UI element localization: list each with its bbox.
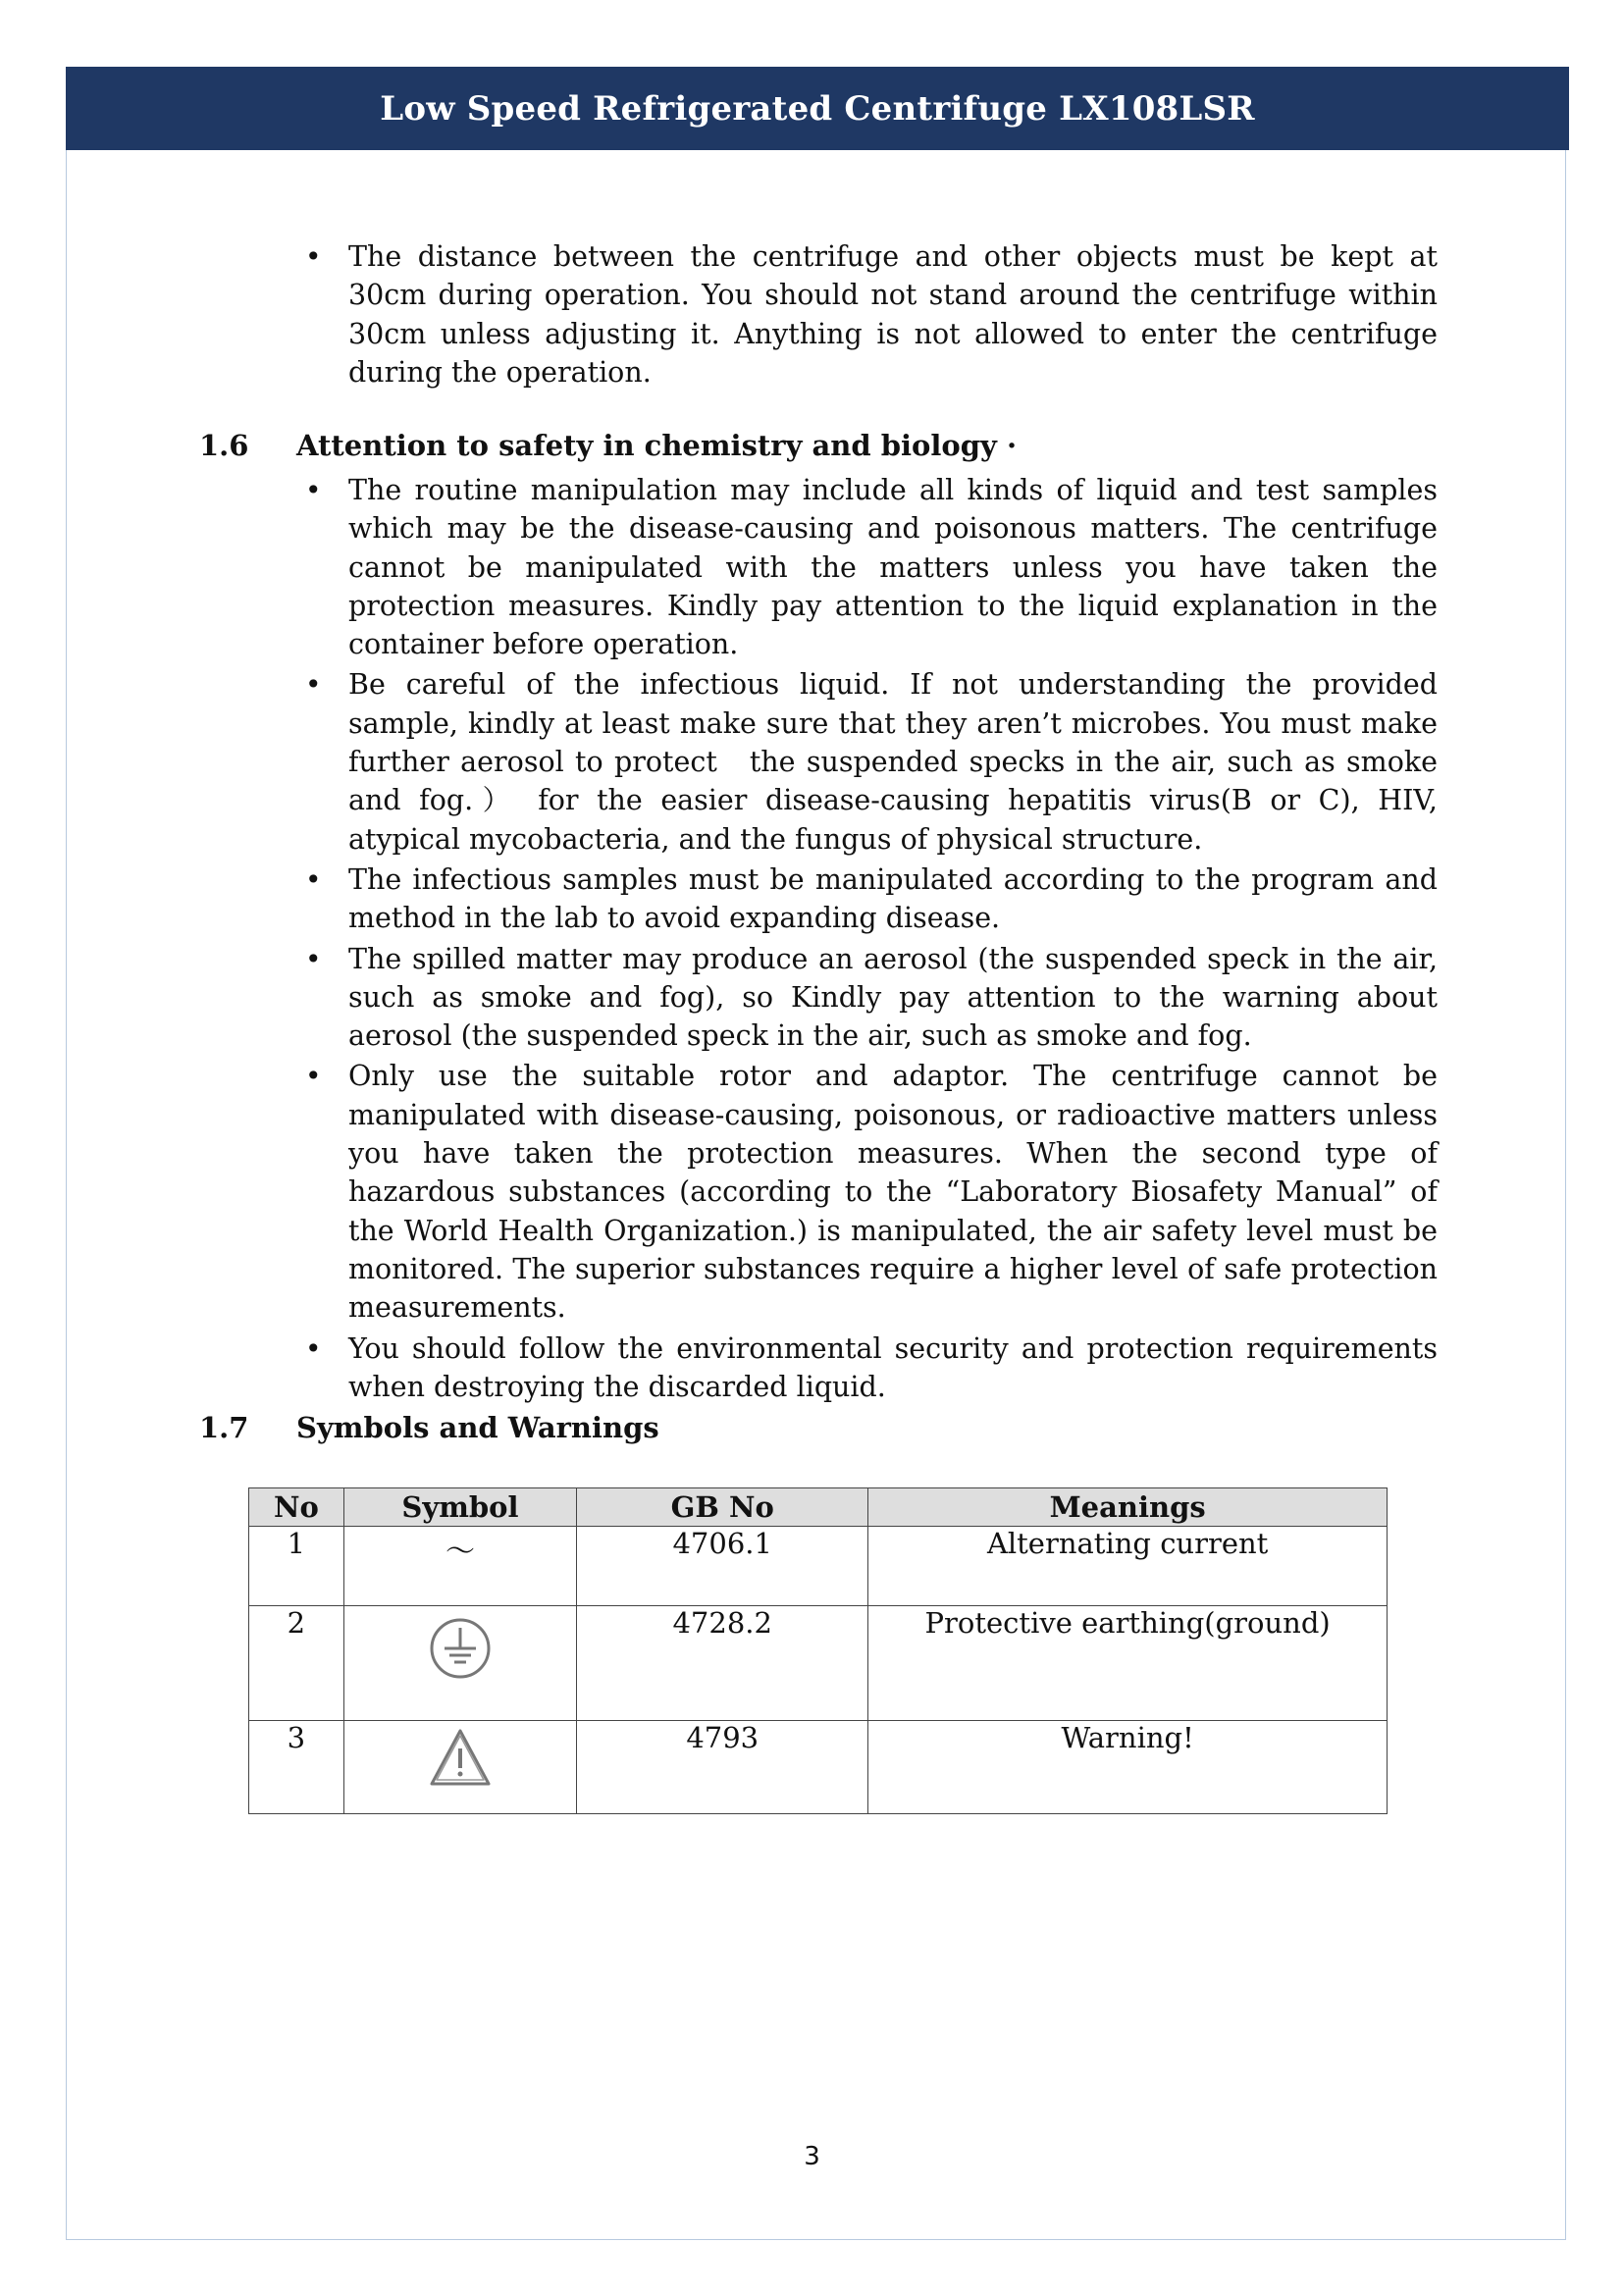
- column-header-gb-no: GB No: [577, 1488, 868, 1527]
- cell-symbol: [343, 1527, 576, 1606]
- section-number: 1.6: [199, 429, 249, 462]
- table-header-row: [249, 1488, 1388, 1527]
- bullet-icon: •: [305, 474, 322, 506]
- list-item: [305, 665, 1438, 858]
- bullet-text: The infectious samples must be manipulated according to the program and method in the lab to avoid expanding disease.: [348, 862, 1438, 935]
- bullet-text: Only use the suitable rotor and adaptor. The centrifuge cannot be manipulated with disease-causing, poisonous, or radioactive matters unless you have taken the protection measures. When the second type of hazardous substances (according to the “Laboratory Biosafety Manual” of the World Health Organization.) is manipulated, the air safety level must be monitored. The superior substances require a higher level of safe protection measurements.: [348, 1060, 1438, 1325]
- protective-earth-icon: [426, 1614, 495, 1683]
- column-header-symbol: Symbol: [343, 1488, 576, 1527]
- column-header-meanings: Meanings: [868, 1488, 1388, 1527]
- bullet-icon: •: [305, 240, 322, 273]
- cell-no: 3: [249, 1721, 344, 1814]
- list-item: [305, 940, 1438, 1056]
- section-heading-1-6: [199, 429, 1017, 462]
- cell-meaning: Alternating current: [868, 1527, 1388, 1606]
- cell-symbol: [343, 1721, 576, 1814]
- bullet-text: You should follow the environmental security and protection requirements when destroying the discarded liquid.: [348, 1331, 1438, 1403]
- cell-gb-no: 4793: [577, 1721, 868, 1814]
- cell-meaning: Warning!: [868, 1721, 1388, 1814]
- table-row: [249, 1527, 1388, 1606]
- document-header: [66, 67, 1569, 150]
- list-item: [305, 471, 1438, 663]
- section-title: Symbols and Warnings: [296, 1411, 659, 1444]
- warning-triangle-icon: [428, 1727, 493, 1788]
- bullet-text: The routine manipulation may include all kinds of liquid and test samples which may be the disease-causing and poisonous matters. The centrifuge cannot be manipulated with the matters unless you have taken the protection measures. Kindly pay attention to the liquid explanation in the container before operation.: [348, 474, 1438, 661]
- bullet-icon: •: [305, 1331, 322, 1365]
- bullet-icon: •: [305, 862, 322, 896]
- cell-no: 1: [249, 1527, 344, 1606]
- column-header-no: No: [249, 1488, 344, 1527]
- bullet-icon: •: [305, 942, 322, 975]
- alternating-current-icon: ～: [445, 1535, 475, 1569]
- list-item: [305, 861, 1438, 938]
- table-row: [249, 1721, 1388, 1814]
- section-title: Attention to safety in chemistry and biology ·: [296, 429, 1018, 462]
- cell-gb-no: 4706.1: [577, 1527, 868, 1606]
- cell-no: 2: [249, 1606, 344, 1721]
- list-item: [305, 1057, 1438, 1327]
- intro-bullet-list: [305, 237, 1438, 391]
- list-item: [305, 237, 1438, 391]
- section-number: 1.7: [199, 1411, 249, 1444]
- cell-meaning: Protective earthing(ground): [868, 1606, 1388, 1721]
- cell-gb-no: 4728.2: [577, 1606, 868, 1721]
- symbols-table: [248, 1487, 1388, 1814]
- document-title: Low Speed Refrigerated Centrifuge LX108LSR: [380, 88, 1255, 129]
- cell-symbol: [343, 1606, 576, 1721]
- bullet-text: The distance between the centrifuge and other objects must be kept at 30cm during operation. You should not stand around the centrifuge within 30cm unless adjusting it. Anything is not allowed to enter the centrifuge during the operation.: [348, 240, 1438, 389]
- bullet-icon: •: [305, 668, 322, 702]
- section-heading-1-7: [199, 1411, 659, 1444]
- safety-bullet-list: [305, 471, 1438, 1408]
- page-number: 3: [804, 2142, 820, 2171]
- bullet-icon: •: [305, 1060, 322, 1093]
- bullet-text: Be careful of the infectious liquid. If not understanding the provided sample, kindly at least make sure that they aren’t microbes. You must make further aerosol to protect the suspended specks in the air, such as smoke and fog.） for the easier disease-causing hepatitis virus(B or C), HIV, atypical mycobacteria, and the fungus of physical structure.: [348, 668, 1438, 856]
- list-item: [305, 1330, 1438, 1407]
- table-row: [249, 1606, 1388, 1721]
- bullet-text: The spilled matter may produce an aerosol (the suspended speck in the air, such as smoke and fog), so Kindly pay attention to the warning about aerosol (the suspended speck in the air, such as smoke and fog.: [348, 942, 1438, 1053]
